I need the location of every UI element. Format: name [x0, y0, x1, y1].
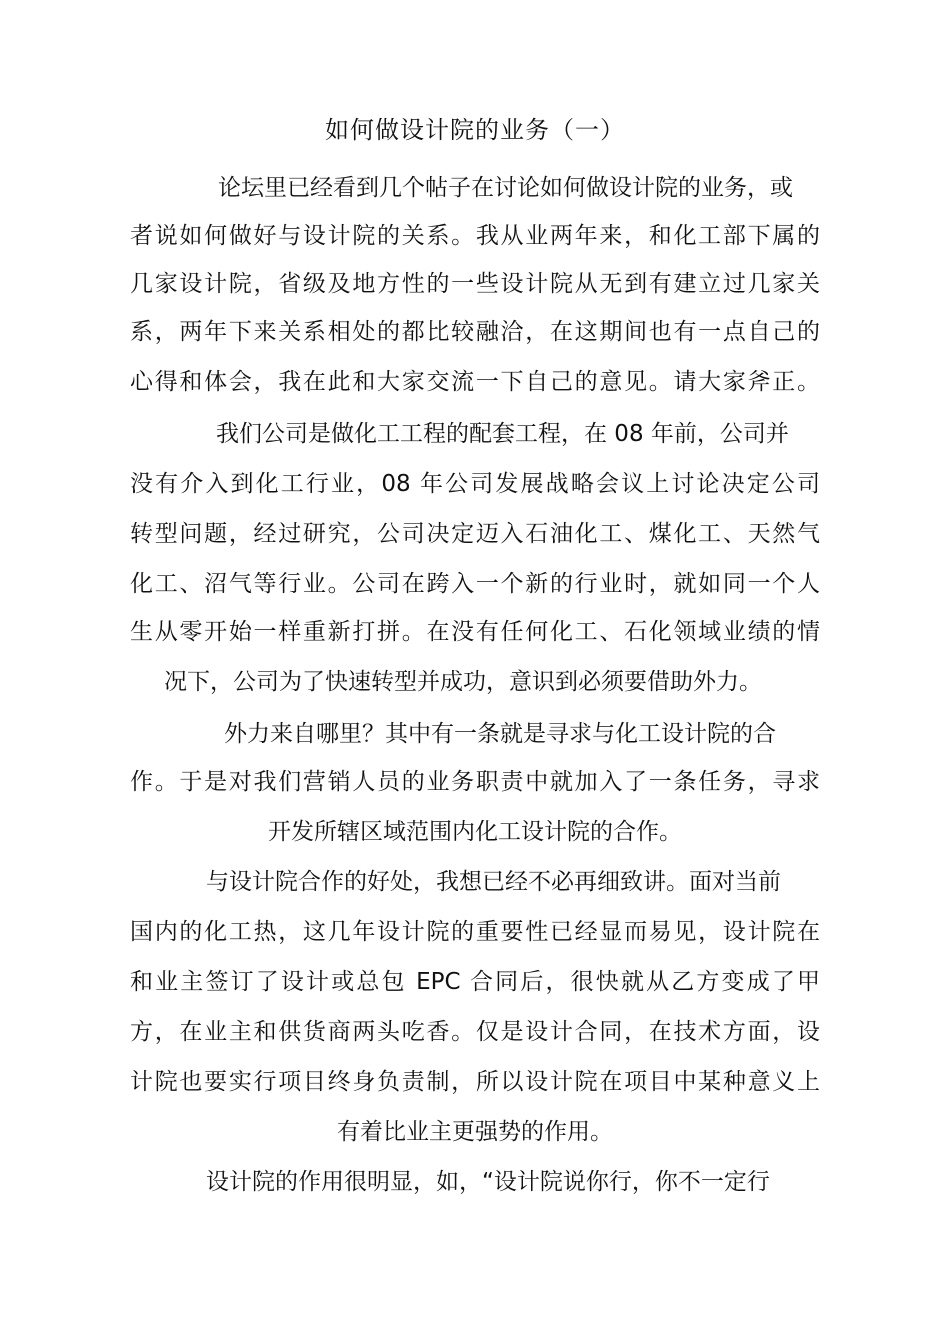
paragraph-line: 系，两年下来关系相处的都比较融洽，在这期间也有一点自己的 [130, 319, 820, 345]
paragraph-line: 几家设计院，省级及地方性的一些设计院从无到有建立过几家关 [130, 271, 820, 297]
paragraph-line: 设计院的作用很明显，如，“设计院说你行，你不一定行 [206, 1169, 770, 1195]
document-title: 如何做设计院的业务（一） [325, 116, 625, 144]
paragraph-line: 国内的化工热，这几年设计院的重要性已经显而易见，设计院在 [130, 919, 820, 945]
paragraph-line: 论坛里已经看到几个帖子在讨论如何做设计院的业务，或 [218, 175, 793, 201]
paragraph-line: 没有介入到化工行业，08 年公司发展战略会议上讨论决定公司 [130, 471, 820, 497]
paragraph-line: 我们公司是做化工工程的配套工程，在 08 年前，公司并 [216, 421, 789, 447]
paragraph-line: 心得和体会，我在此和大家交流一下自己的意见。请大家斧正。 [130, 369, 820, 395]
paragraph-line: 方，在业主和供货商两头吃香。仅是设计合同，在技术方面，设 [130, 1019, 820, 1045]
paragraph-line: 开发所辖区域范围内化工设计院的合作。 [268, 819, 682, 845]
paragraph-line: 况下，公司为了快速转型并成功，意识到必须要借助外力。 [164, 669, 762, 695]
paragraph-line: 者说如何做好与设计院的关系。我从业两年来，和化工部下属的 [130, 223, 820, 249]
paragraph-line: 生从零开始一样重新打拼。在没有任何化工、石化领域业绩的情 [130, 619, 820, 645]
paragraph-line: 外力来自哪里？其中有一条就是寻求与化工设计院的合 [224, 721, 776, 747]
paragraph-line: 化工、沼气等行业。公司在跨入一个新的行业时，就如同一个人 [130, 571, 820, 597]
paragraph-line: 和业主签订了设计或总包 EPC 合同后，很快就从乙方变成了甲 [130, 969, 820, 995]
paragraph-line: 计院也要实行项目终身负责制，所以设计院在项目中某种意义上 [130, 1069, 820, 1095]
paragraph-line: 作。于是对我们营销人员的业务职责中就加入了一条任务，寻求 [130, 769, 820, 795]
paragraph-line: 与设计院合作的好处，我想已经不必再细致讲。面对当前 [206, 869, 781, 895]
paragraph-line: 转型问题，经过研究，公司决定迈入石油化工、煤化工、天然气 [130, 521, 820, 547]
paragraph-line: 有着比业主更强势的作用。 [337, 1119, 613, 1145]
